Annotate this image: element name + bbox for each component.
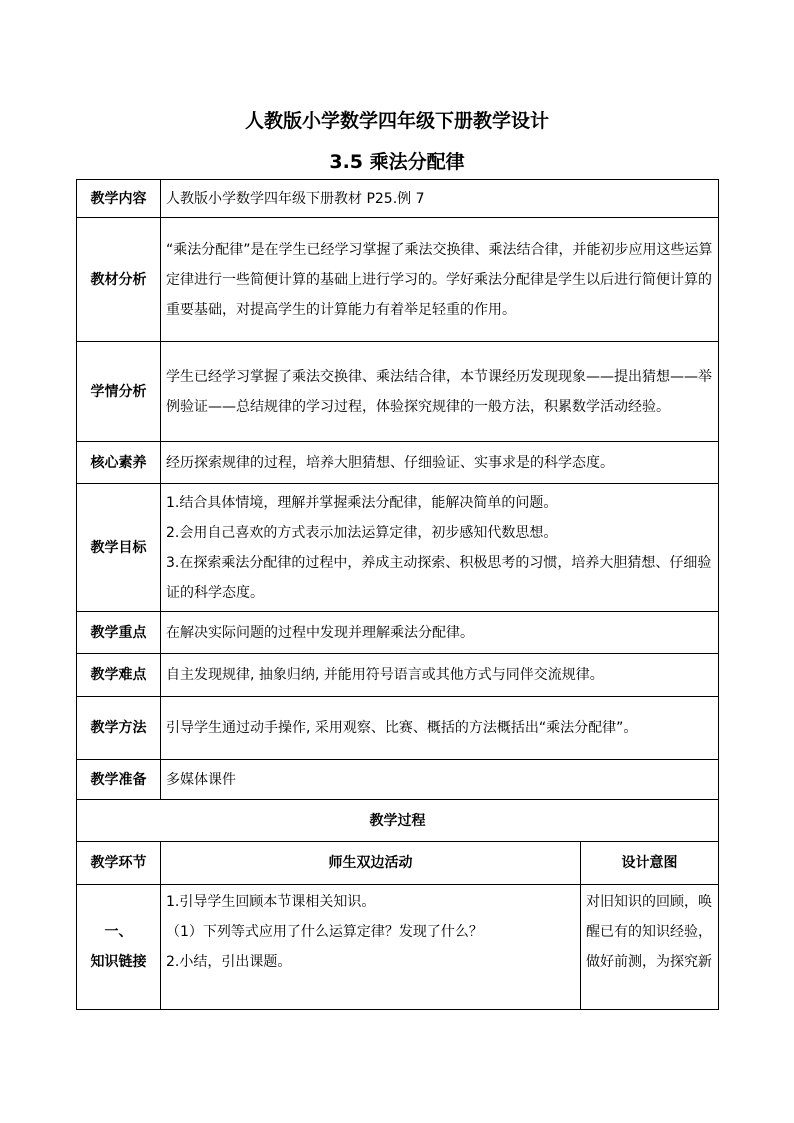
stage1-title: 知识链接	[90, 954, 147, 970]
row-literacy	[77, 442, 719, 484]
stage1-name	[77, 885, 161, 1010]
row-process-columns	[77, 842, 719, 885]
label-material: 教材分析	[77, 218, 161, 342]
value-method: 引导学生通过动手操作, 采用观察、比赛、概括的方法概括出“乘法分配律”。	[161, 697, 719, 760]
activity-item: （1）下列等式应用了什么运算定律？发现了什么？	[166, 924, 483, 940]
label-difficulty: 教学难点	[77, 654, 161, 697]
goal-item: 1.结合具体情境，理解并掌握乘法分配律，能解决简单的问题。	[166, 494, 558, 511]
row-key	[77, 612, 719, 654]
goal-item: 3.在探索乘法分配律的过程中，养成主动探索、积极思考的习惯，培养大胆猜想、仔细验证的科学态度。	[166, 554, 712, 601]
row-method	[77, 697, 719, 760]
activity-item: 1.引导学生回顾本节课相关知识。	[166, 894, 376, 910]
row-prep	[77, 760, 719, 800]
value-difficulty: 自主发现规律, 抽象归纳, 并能用符号语言或其他方式与同伴交流规律。	[161, 654, 719, 697]
value-students: 学生已经学习掌握了乘法交换律、乘法结合律，本节课经历发现现象——提出猜想——举例验证——总结规律的学习过程，体验探究规律的一般方法，积累数学活动经验。	[161, 342, 719, 442]
value-content: 人教版小学数学四年级下册教材 P25.例 7	[161, 180, 719, 218]
document-subtitle: 3.5 乘法分配律	[329, 151, 465, 173]
row-students	[77, 342, 719, 442]
value-key: 在解决实际问题的过程中发现并理解乘法分配律。	[161, 612, 719, 654]
lesson-plan-table	[76, 179, 719, 1010]
label-students: 学情分析	[77, 342, 161, 442]
value-prep: 多媒体课件	[161, 760, 719, 800]
stage1-intent: 对旧知识的回顾，唤醒已有的知识经验，做好前测，为探究新	[581, 885, 719, 1010]
col-intent-header: 设计意图	[581, 842, 719, 885]
label-key: 教学重点	[77, 612, 161, 654]
label-content: 教学内容	[77, 180, 161, 218]
row-content	[77, 180, 719, 218]
label-goals: 教学目标	[77, 484, 161, 612]
goal-item: 2.会用自己喜欢的方式表示加法运算定律，初步感知代数思想。	[166, 524, 558, 541]
activity-item: 2.小结，引出课题。	[166, 954, 292, 970]
col-stage-header: 教学环节	[77, 842, 161, 885]
row-material	[77, 218, 719, 342]
value-goals	[161, 484, 719, 612]
label-literacy: 核心素养	[77, 442, 161, 484]
document-title: 人教版小学数学四年级下册教学设计	[244, 110, 549, 132]
row-goals	[77, 484, 719, 612]
stage1-number: 一、	[104, 924, 133, 940]
stage1-activities	[161, 885, 581, 1010]
process-heading: 教学过程	[77, 800, 719, 842]
value-material: “乘法分配律”是在学生已经学习掌握了乘法交换律、乘法结合律，并能初步应用这些运算定律进行一些简便计算的基础上进行学习的。学好乘法分配律是学生以后进行简便计算的重要基础，对提高学生的计算能力有着举足轻重的作用。	[161, 218, 719, 342]
label-method: 教学方法	[77, 697, 161, 760]
row-stage1	[77, 885, 719, 1010]
value-literacy: 经历探索规律的过程，培养大胆猜想、仔细验证、实事求是的科学态度。	[161, 442, 719, 484]
row-process-heading	[77, 800, 719, 842]
col-activity-header: 师生双边活动	[161, 842, 581, 885]
row-difficulty	[77, 654, 719, 697]
label-prep: 教学准备	[77, 760, 161, 800]
